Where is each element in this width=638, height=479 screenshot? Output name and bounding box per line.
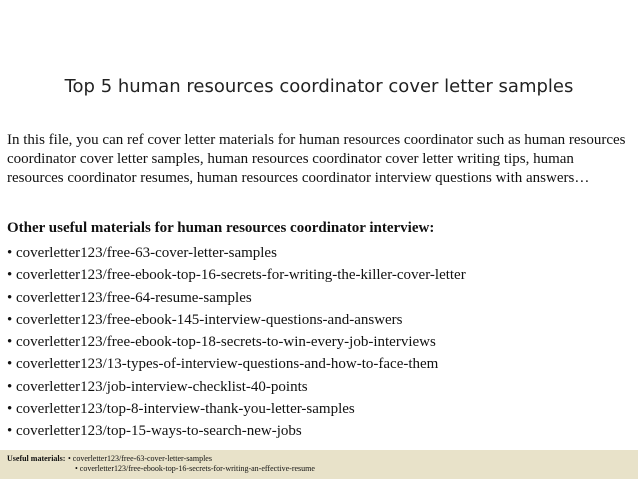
footer-link[interactable]: • coverletter123/free-63-cover-letter-samples [68, 454, 212, 463]
page-title: Top 5 human resources coordinator cover letter samples [64, 76, 574, 97]
list-item[interactable]: • coverletter123/job-interview-checklist-40-points [7, 378, 308, 395]
list-item[interactable]: • coverletter123/free-64-resume-samples [7, 289, 252, 306]
materials-list [7, 242, 466, 443]
list-item[interactable]: • coverletter123/free-ebook-top-18-secrets-to-win-every-job-interviews [7, 334, 436, 351]
list-item[interactable]: • coverletter123/free-63-cover-letter-samples [7, 245, 277, 261]
list-item[interactable]: • coverletter123/free-ebook-145-interview-questions-and-answers [7, 311, 403, 328]
list-item[interactable]: • coverletter123/free-ebook-top-16-secrets-for-writing-the-killer-cover-letter [7, 267, 466, 284]
footer-bar [0, 450, 638, 479]
list-item[interactable]: • coverletter123/top-15-ways-to-search-new-jobs [7, 423, 302, 440]
list-item[interactable]: • coverletter123/13-types-of-interview-questions-and-how-to-face-them [7, 356, 439, 373]
section-heading: Other useful materials for human resources coordinator interview: [7, 220, 435, 236]
intro-paragraph: In this file, you can ref cover letter materials for human resources coordinator such as human resources coordinator cover letter samples, human resources coordinator cover letter writing tips, human resources coordinator resumes, human resources coordinator interview questions with answers… [7, 132, 626, 186]
list-item[interactable]: • coverletter123/top-8-interview-thank-you-letter-samples [7, 401, 355, 418]
footer-link[interactable]: • coverletter123/free-ebook-top-16-secrets-for-writing-an-effective-resume [75, 464, 315, 473]
footer-label: Useful materials: [7, 454, 66, 463]
